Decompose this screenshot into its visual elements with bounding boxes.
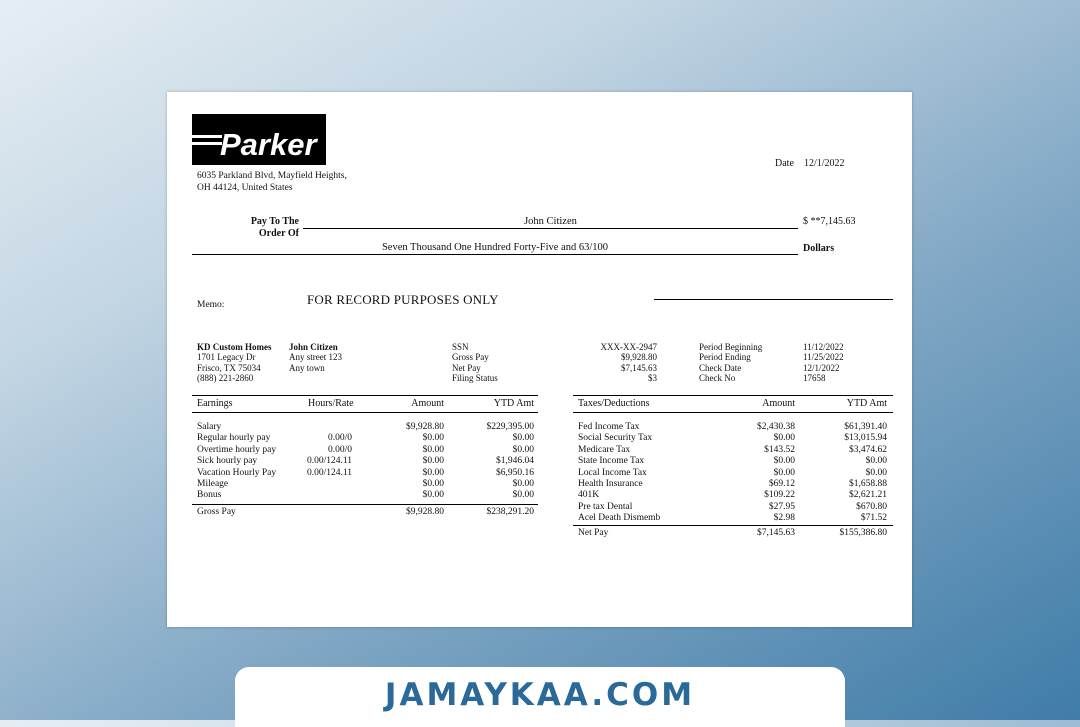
earning-ytd: $0.00: [512, 444, 534, 455]
deduction-ytd: $0.00: [865, 456, 887, 467]
employee-line: Any town: [289, 362, 325, 373]
deductions-rows: [573, 422, 893, 525]
deduction-ytd: $670.80: [856, 501, 887, 512]
earnings-row: [192, 422, 538, 433]
employer-line: (888) 221-2860: [197, 373, 254, 384]
deduction-ytd: $13,015.94: [844, 433, 887, 444]
earning-ytd: $0.00: [512, 433, 534, 444]
earning-amount: $9,928.80: [406, 422, 444, 432]
earning-ytd: $229,395.00: [486, 422, 534, 432]
footer-banner: [235, 667, 845, 727]
period-labels: [699, 342, 762, 384]
deduction-amount: $0.00: [773, 467, 795, 478]
period-value: 12/1/2022: [803, 362, 840, 373]
deductions-table: [573, 395, 893, 539]
earning-ytd: $0.00: [512, 478, 534, 489]
dollars-label: Dollars: [803, 243, 835, 254]
company-address: [197, 170, 347, 194]
earnings-row: [192, 445, 538, 456]
summary-labels: [452, 342, 498, 384]
deduction-row: [573, 479, 893, 490]
parker-logo: [192, 114, 326, 165]
employer-line: 1701 Legacy Dr: [197, 352, 256, 363]
deduction-amount: $0.00: [773, 433, 795, 444]
earnings-rows: [192, 422, 538, 504]
period-label: Period Ending: [699, 352, 751, 363]
deduction-amount: $27.95: [768, 501, 795, 512]
earning-name: Vacation Hourly Pay: [197, 467, 277, 478]
info-label: Net Pay: [452, 362, 481, 373]
earning-amount: $0.00: [422, 456, 444, 467]
earnings-table: [192, 395, 538, 518]
net-pay-row: [573, 525, 893, 539]
deduction-amount: $69.12: [768, 478, 795, 489]
total-amount: $7,145.63: [757, 527, 795, 538]
info-value: $9,928.80: [621, 352, 657, 363]
period-value: 17658: [803, 373, 826, 384]
earning-name: Sick hourly pay: [197, 456, 258, 467]
payee-underline: [303, 228, 798, 229]
earning-name: Mileage: [197, 478, 229, 489]
deduction-row: [573, 468, 893, 479]
site-watermark: JAMAYKAA.COM: [384, 677, 696, 713]
employee-line: Any street 123: [289, 352, 342, 363]
earning-hours-rate: 0.00/0: [327, 444, 352, 455]
deduction-row: [573, 502, 893, 513]
pay-to-line: Pay To The: [250, 216, 299, 227]
info-label: SSN: [452, 342, 469, 352]
earning-hours-rate: 0.00/124.11: [306, 456, 352, 467]
deduction-amount: $143.52: [764, 444, 795, 455]
column-header: Amount: [411, 398, 444, 409]
period-label: Check Date: [699, 362, 742, 373]
earnings-row: [192, 456, 538, 467]
logo-text: Parker: [220, 127, 317, 162]
deduction-name: Pre tax Dental: [578, 501, 633, 512]
earnings-row: [192, 479, 538, 490]
employee-info: [289, 342, 342, 373]
period-label: Check No: [699, 373, 736, 384]
info-value: $3: [648, 373, 657, 384]
period-value: 11/12/2022: [803, 342, 844, 352]
column-header: YTD Amt: [493, 398, 534, 409]
deduction-name: State Income Tax: [578, 456, 645, 467]
period-value: 11/25/2022: [803, 352, 844, 363]
deduction-ytd: $61,391.40: [844, 422, 887, 432]
deduction-ytd: $2,621.21: [849, 490, 887, 501]
check-amount: $ **7,145.63: [803, 216, 856, 227]
memo-label: Memo:: [197, 300, 225, 310]
earning-ytd: $1,946.04: [496, 456, 534, 467]
earning-amount: $0.00: [422, 444, 444, 455]
earning-ytd: $6,950.16: [496, 467, 534, 478]
employer-name: KD Custom Homes: [197, 342, 272, 352]
total-amount: $9,928.80: [406, 506, 444, 517]
deduction-row: [573, 456, 893, 467]
earning-hours-rate: 0.00/124.11: [306, 467, 352, 478]
payee-name: John Citizen: [524, 216, 577, 227]
total-label: Net Pay: [578, 527, 609, 538]
earning-name: Overtime hourly pay: [197, 444, 277, 455]
info-label: Filing Status: [452, 373, 498, 384]
column-header: Earnings: [197, 398, 233, 409]
earning-amount: $0.00: [422, 490, 444, 501]
earnings-row: [192, 433, 538, 444]
employer-info: [197, 342, 272, 384]
column-header: Hours/Rate: [308, 398, 354, 409]
deduction-name: Acel Death Dismemb: [578, 513, 661, 524]
earnings-row: [192, 490, 538, 501]
earning-amount: $0.00: [422, 433, 444, 444]
gross-pay-row: [192, 504, 538, 518]
address-line: OH 44124, United States: [197, 183, 293, 193]
deduction-name: Local Income Tax: [578, 467, 647, 478]
deduction-row: [573, 433, 893, 444]
deduction-amount: $0.00: [773, 456, 795, 467]
deduction-ytd: $0.00: [865, 467, 887, 478]
column-header: YTD Amt: [846, 398, 887, 409]
deduction-name: Fed Income Tax: [578, 422, 640, 432]
deduction-row: [573, 422, 893, 433]
deductions-header: [573, 395, 893, 413]
total-ytd: $238,291.20: [486, 506, 534, 517]
pay-to-label: [249, 216, 299, 240]
period-values: [803, 342, 844, 384]
period-label: Period Beginning: [699, 342, 763, 352]
deduction-amount: $2.98: [773, 513, 795, 524]
amount-in-words: Seven Thousand One Hundred Forty-Five and 63/100: [381, 242, 609, 253]
deduction-name: Health Insurance: [578, 478, 643, 489]
deduction-row: [573, 490, 893, 501]
paystub-document: [167, 92, 912, 627]
earning-amount: $0.00: [422, 467, 444, 478]
deduction-name: Medicare Tax: [578, 444, 631, 455]
address-line: 6035 Parkland Blvd, Mayfield Heights,: [197, 171, 347, 181]
memo-text: FOR RECORD PURPOSES ONLY: [307, 292, 499, 307]
deduction-name: 401K: [578, 490, 600, 501]
column-header: Taxes/Deductions: [578, 398, 650, 409]
total-ytd: $155,386.80: [839, 527, 887, 538]
info-label: Gross Pay: [452, 352, 489, 363]
earning-name: Bonus: [197, 490, 222, 501]
deduction-amount: $109.22: [764, 490, 795, 501]
amount-words-underline: [192, 254, 798, 255]
column-header: Amount: [762, 398, 795, 409]
deduction-ytd: $3,474.62: [849, 444, 887, 455]
earning-ytd: $0.00: [512, 490, 534, 501]
earnings-row: [192, 468, 538, 479]
deduction-row: [573, 513, 893, 524]
deduction-ytd: $1,658.88: [849, 478, 887, 489]
earning-name: Salary: [197, 422, 222, 432]
deduction-amount: $2,430.38: [757, 422, 795, 432]
earning-amount: $0.00: [422, 478, 444, 489]
info-value: XXX-XX-2947: [600, 342, 657, 352]
deduction-name: Social Security Tax: [578, 433, 653, 444]
employer-line: Frisco, TX 75034: [197, 362, 261, 373]
signature-line: [654, 299, 893, 300]
employee-name: John Citizen: [289, 342, 338, 352]
check-date: 12/1/2022: [804, 158, 845, 169]
earnings-header: [192, 395, 538, 413]
deduction-ytd: $71.52: [860, 513, 887, 524]
summary-values: [567, 342, 657, 384]
total-label: Gross Pay: [197, 506, 236, 517]
earning-name: Regular hourly pay: [197, 433, 271, 444]
pay-to-line: Order Of: [258, 228, 299, 239]
info-value: $7,145.63: [621, 362, 657, 373]
date-label: Date: [775, 158, 794, 169]
deduction-row: [573, 445, 893, 456]
earning-hours-rate: 0.00/0: [327, 433, 352, 444]
